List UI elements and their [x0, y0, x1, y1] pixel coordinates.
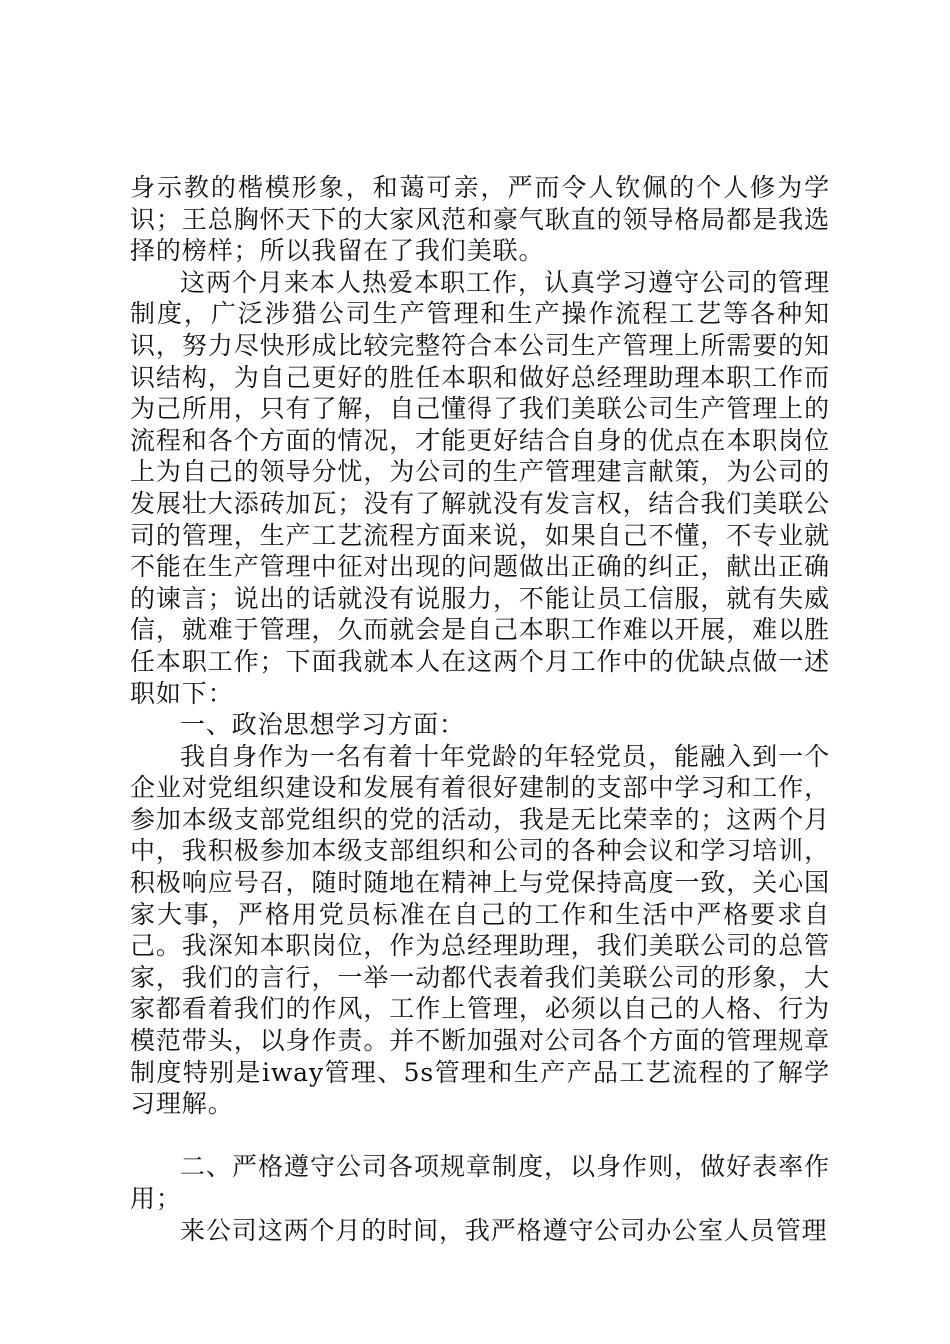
section-heading-rules-compliance: 二、严格遵守公司各项规章制度，以身作则，做好表率作用； [130, 1152, 830, 1213]
paragraph-role-models: 身示教的楷模形象，和蔼可亲，严而令人钦佩的个人修为学识；王总胸怀天下的大家风范和豪气耿直的领导格局都是我选择的榜样；所以我留在了我们美联。 [130, 173, 830, 266]
document-body [130, 172, 830, 1246]
paragraph-office-rules: 来公司这两个月的时间，我严格遵守公司办公室人员管理 [180, 1215, 828, 1245]
paragraph-work-summary: 这两个月来本人热爱本职工作，认真学习遵守公司的管理制度，广泛涉猎公司生产管理和生产操作流程工艺等各种知识，努力尽快形成比较完整符合本公司生产管理上所需要的知识结构，为自己更好的胜任本职和做好总经理助理本职工作而为己所用，只有了解，自己懂得了我们美联公司生产管理上的流程和各个方面的情况，才能更好结合自身的优点在本职岗位上为自己的领导分忧，为公司的生产管理建言献策，为公司的发展壮大添砖加瓦；没有了解就没有发言权，结合我们美联公司的管理，生产工艺流程方面来说，如果自己不懂，不专业就不能在生产管理中征对出现的问题做出正确的纠正，献出正确的谏言；说出的话就没有说服力，不能让员工信服，就有失威信，就难于管理，久而就会是自己本职工作难以开展，难以胜任本职工作；下面我就本人在这两个月工作中的优缺点做一述职如下： [130, 267, 830, 708]
paragraph-party-member: 我自身作为一名有着十年党龄的年轻党员，能融入到一个企业对党组织建设和发展有着很好建制的支部中学习和工作，参加本级支部党组织的党的活动，我是无比荣幸的；这两个月中，我积极参加本级支部组织和公司的各种会议和学习培训，积极响应号召，随时随地在精神上与党保持高度一致，关心国家大事，严格用党员标准在自己的工作和生活中严格要求自己。我深知本职岗位，作为总经理助理，我们美联公司的总管家，我们的言行，一举一动都代表着我们美联公司的形象，大家都看着我们的作风，工作上管理，必须以自己的人格、行为模范带头，以身作责。并不断加强对公司各个方面的管理规章制度特别是iway管理、5s管理和生产产品工艺流程的了解学习理解。 [130, 741, 830, 1119]
section-heading-political-study: 一、政治思想学习方面： [180, 710, 465, 740]
paragraph-spacer [130, 1120, 830, 1152]
